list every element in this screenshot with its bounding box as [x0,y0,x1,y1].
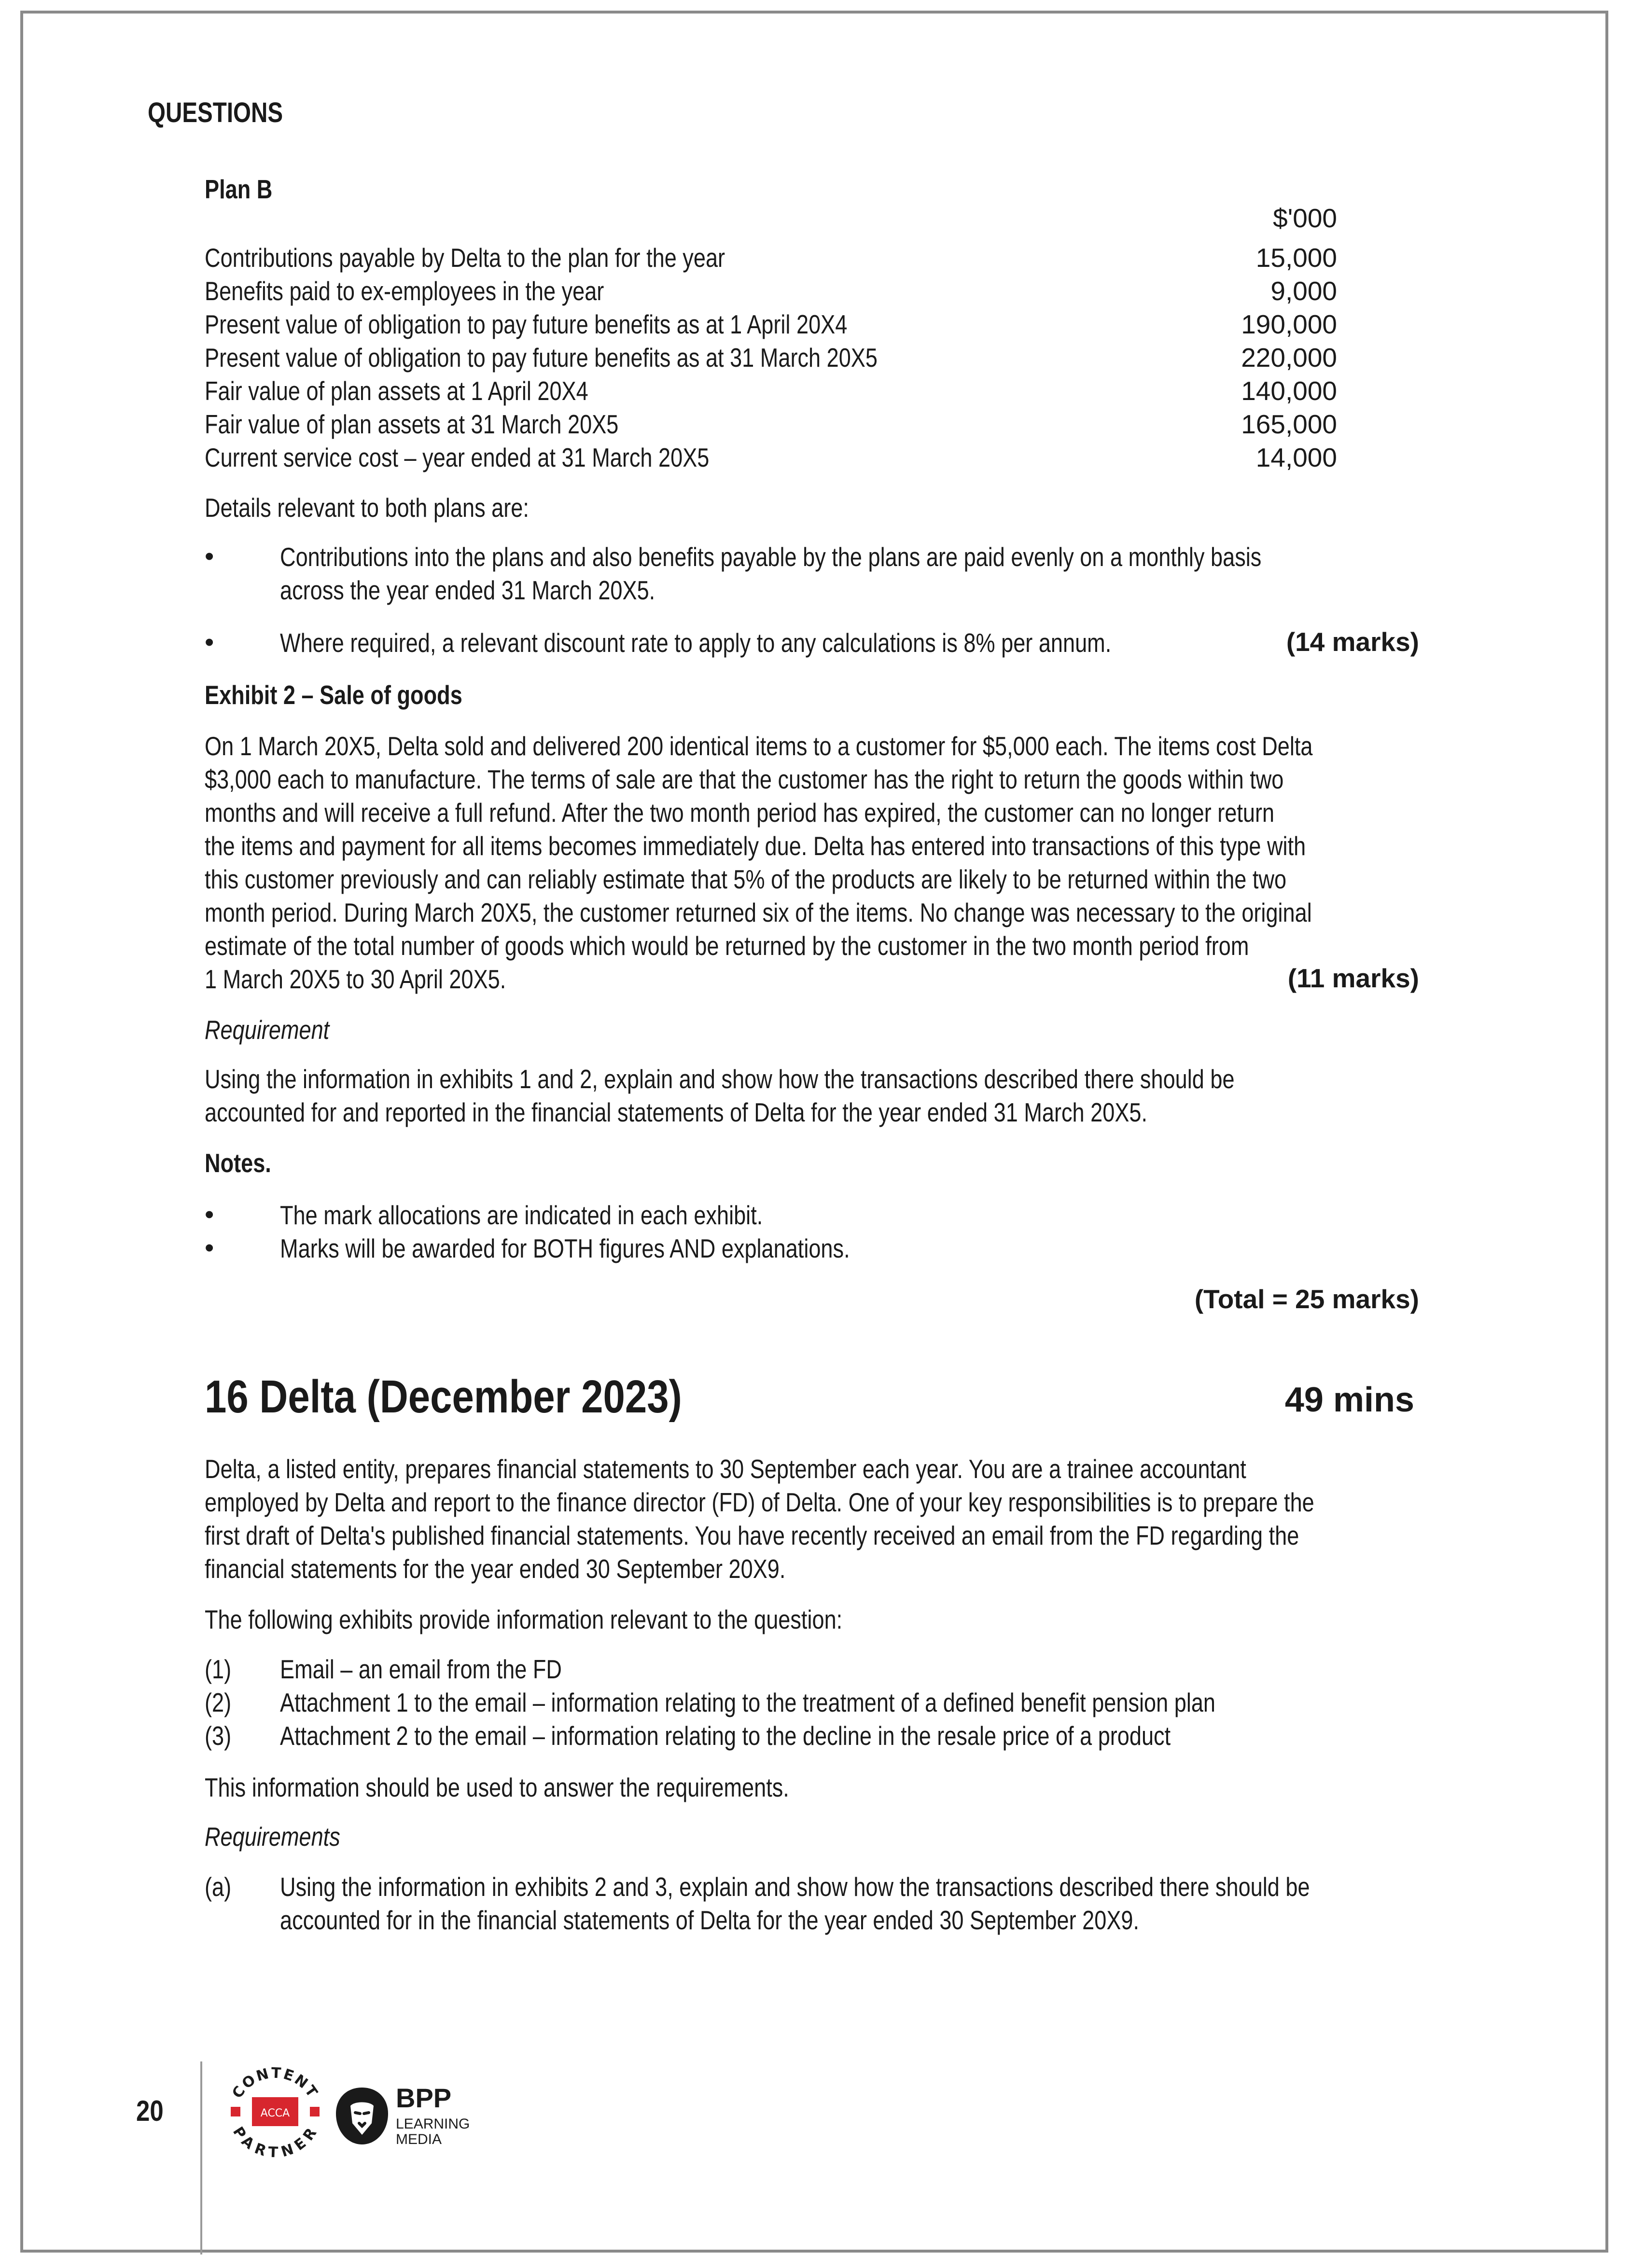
bullet-icon: • [205,541,214,571]
plan-b-marks: (14 marks) [1286,627,1419,657]
requirements-heading: Requirements [205,1822,340,1852]
requirement-a-line: Using the information in exhibits 2 and 3, explain and show how the transactions described there should be [280,1872,1310,1902]
table-row-value: 190,000 [1241,309,1337,339]
requirement-a-number: (a) [205,1872,232,1902]
exhibit-item: Attachment 1 to the email – information relating to the treatment of a defined benefit pension plan [280,1687,1216,1717]
paragraph-line: months and will receive a full refund. After the two month period has expired, the customer can no longer return [205,798,1275,828]
table-row-label: Current service cost – year ended at 31 March 20X5 [205,443,710,472]
acca-content-partner-badge [222,2061,328,2167]
paragraph-line: financial statements for the year ended 30 September 20X9. [205,1554,786,1584]
bullet-text: Where required, a relevant discount rate to apply to any calculations is 8% per annum. [280,628,1112,658]
notes-item: Marks will be awarded for BOTH figures AND explanations. [280,1233,850,1263]
table-row-value: 220,000 [1241,343,1337,373]
paragraph-line: 1 March 20X5 to 30 April 20X5. [205,964,506,994]
bpp-lion-logo [333,2085,391,2147]
table-row-label: Present value of obligation to pay future benefits as at 31 March 20X5 [205,343,878,373]
svg-text:PARTNER [229,2124,321,2161]
publisher-name: BPP [396,2083,452,2113]
bullet-icon: • [205,1232,214,1262]
footer-divider [200,2061,202,2254]
paragraph-line: On 1 March 20X5, Delta sold and delivered 200 identical items to a customer for $5,000 each. The items cost Delta [205,731,1313,761]
badge-top-text: CONTENT [229,2064,321,2102]
requirement-heading: Requirement [205,1015,330,1045]
table-row-label: Benefits paid to ex-employees in the year [205,276,604,306]
table-row-value: 9,000 [1270,276,1337,306]
svg-text:CONTENT [229,2065,321,2102]
table-row-label: Fair value of plan assets at 1 April 20X4 [205,376,588,406]
paragraph-line: this customer previously and can reliably estimate that 5% of the products are likely to be returned within the two [205,864,1287,894]
exhibit-item: Attachment 2 to the email – information relating to the decline in the resale price of a product [280,1721,1171,1751]
paragraph-line: estimate of the total number of goods which would be returned by the customer in the two month period from [205,931,1249,961]
details-intro: Details relevant to both plans are: [205,493,529,523]
badge-bottom-text: PARTNER [229,2124,321,2161]
paragraph-line: $3,000 each to manufacture. The terms of sale are that the customer has the right to return the goods within two [205,764,1284,794]
exhibit-item: Email – an email from the FD [280,1654,562,1684]
table-row-value: 165,000 [1241,409,1337,439]
paragraph-line: Delta, a listed entity, prepares financial statements to 30 September each year. You are a trainee accountant [205,1454,1246,1484]
exhibit2-marks: (11 marks) [1287,963,1419,993]
requirement-a-line: accounted for in the financial statements of Delta for the year ended 30 September 20X9. [280,1905,1140,1935]
table-row-label: Present value of obligation to pay future benefits as at 1 April 20X4 [205,309,848,339]
lion-icon [333,2085,391,2147]
bullet-text-cont: across the year ended 31 March 20X5. [280,575,655,605]
requirement-line: Using the information in exhibits 1 and 2, explain and show how the transactions described there should be [205,1064,1235,1094]
table-row-value: 14,000 [1255,443,1337,472]
notes-item: The mark allocations are indicated in each exhibit. [280,1200,763,1230]
paragraph-line: first draft of Delta's published financial statements. You have recently received an email from the FD regarding the [205,1521,1299,1550]
publisher-sub-1: LEARNING [396,2116,470,2132]
publisher-sub-2: MEDIA [396,2131,442,2147]
requirement-line: accounted for and reported in the financial statements of Delta for the year ended 31 March 20X5. [205,1097,1148,1127]
bullet-icon: • [205,1199,214,1229]
plan-b-unit: $'000 [1273,203,1337,233]
total-marks: (Total = 25 marks) [1194,1284,1419,1314]
question-title: 16 Delta (December 2023) [205,1371,682,1423]
exhibit2-title: Exhibit 2 – Sale of goods [205,680,462,710]
bullet-icon: • [205,627,214,657]
exhibit-number: (1) [205,1654,232,1684]
use-info-text: This information should be used to answer the requirements. [205,1772,789,1802]
table-row-value: 15,000 [1255,243,1337,273]
exhibit-number: (2) [205,1687,232,1717]
plan-b-title: Plan B [205,174,273,204]
question-time: 49 mins [1284,1381,1414,1419]
bullet-text: Contributions into the plans and also benefits payable by the plans are paid evenly on a monthly basis [280,542,1262,572]
exhibit-number: (3) [205,1721,232,1751]
section-header: QUESTIONS [148,97,283,128]
table-row-value: 140,000 [1241,376,1337,406]
acca-badge-icon [222,2061,328,2167]
badge-center-text: ACCA [260,2107,290,2119]
paragraph-line: month period. During March 20X5, the customer returned six of the items. No change was necessary to the original [205,898,1312,927]
page-number: 20 [136,2095,164,2127]
notes-heading: Notes. [205,1148,271,1178]
paragraph-line: the items and payment for all items becomes immediately due. Delta has entered into transactions of this type with [205,831,1306,861]
table-row-label: Contributions payable by Delta to the plan for the year [205,243,725,273]
table-row-label: Fair value of plan assets at 31 March 20X5 [205,409,619,439]
exhibits-intro: The following exhibits provide information relevant to the question: [205,1604,843,1634]
paragraph-line: employed by Delta and report to the finance director (FD) of Delta. One of your key responsibilities is to prepare the [205,1487,1314,1517]
